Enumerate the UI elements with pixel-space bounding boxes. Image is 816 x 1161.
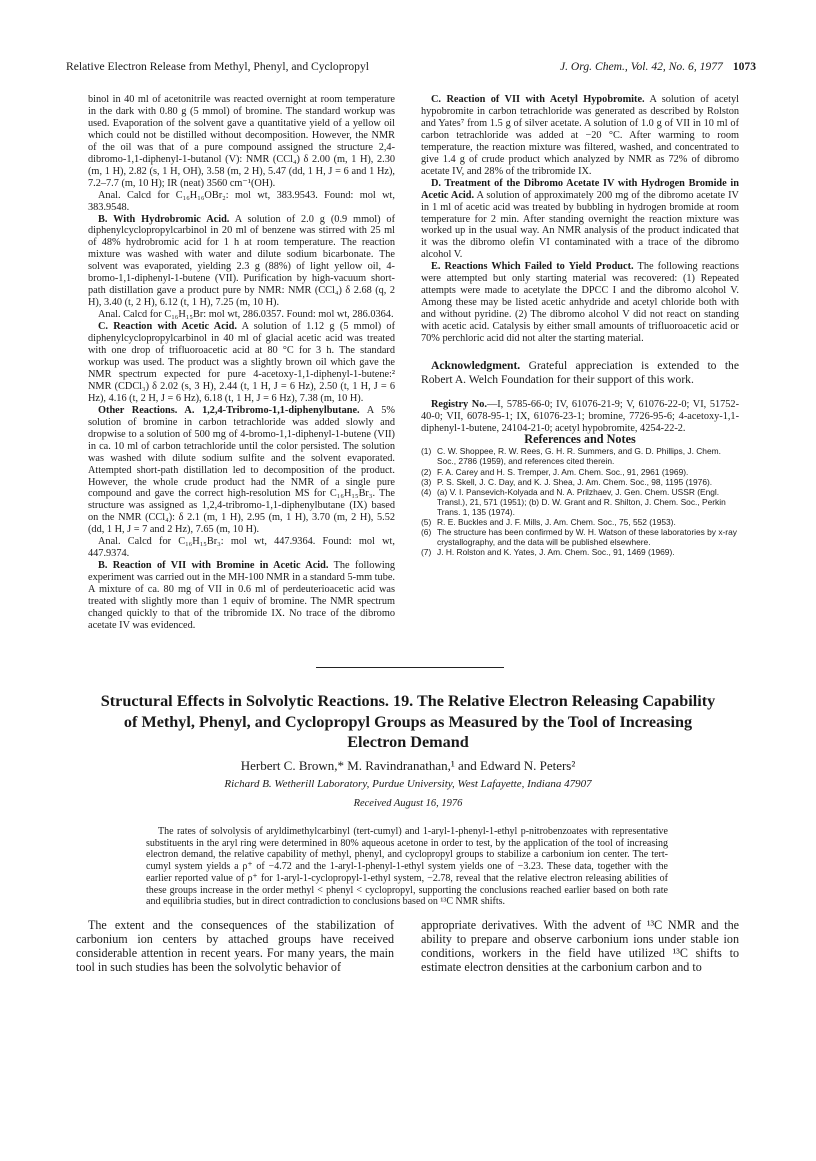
article-title: Structural Effects in Solvolytic Reactions. 19. The Relative Electron Releasing Capability of Methyl, Phenyl, and Cyclopropyl Groups as Measured by the Tool of Increasing Electron Demand: [100, 692, 716, 751]
paragraph-text: A 5% solution of bromine in carbon tetrachloride was added slowly and dropwise to a solution of 500 mg of 4-bromo-1,1-diphenyl-1-butene (VII) in ca. 10 ml of carbon tetrachloride until the color persisted. The solution was washed with dilute sodium sulfite and the solvent evaporated. Attempted short-path distillation led to decomposition of the product. However, the whole crude product had the NMR of a single pure compound and gave the correct high-resolution MS for C₁₆H₁₅Br₃. The structure was assigned as 1,2,4-tribromo-1,1-diphenylbutane (IX) based on the NMR (CCl₄): δ 2.1 (m, 1 H), 2.95 (m, 1 H), 3.70 (m, 2 H), 5.52 (dd, 1 H, J = 7 and 2 Hz), 7.65 (m, 10 H).: [88, 404, 395, 536]
reference-item: [421, 517, 739, 527]
paragraph-text: A solution of approximately 200 mg of the dibromo acetate IV in 1 ml of acetic acid was treated by bubbling in hydrogen bromide at room temperature for 2 min. After standing overnight the reaction mixture was worked up in the usual way. An NMR analysis of the product indicated that it was the dibromo olefin VI contaminated with a trace of the dibromo alcohol V.: [421, 189, 739, 261]
reference-item: [421, 527, 739, 547]
paragraph: [421, 178, 739, 262]
reference-item: [421, 547, 739, 557]
reference-text: R. E. Buckles and J. F. Mills, J. Am. Chem. Soc., 75, 552 (1953).: [437, 517, 676, 528]
left-column: [88, 94, 395, 632]
abstract: The rates of solvolysis of aryldimethylcarbinyl (tert-cumyl) and 1-aryl-1-phenyl-1-ethyl p-nitrobenzoates with representative substituents in the aryl ring were determined in 80% aqueous acetone in order to test, by the application of the tool of increasing electron demand, the relative capability of methyl, phenyl, and cyclopropyl groups to stabilize a carbonium ion center. The tert-cumyl system yields a ρ⁺ of −4.72 and the 1-aryl-1-phenyl-1-ethyl system yields one of −3.23. These data, together with the earlier reported value of ρ⁺ for 1-aryl-1-cyclopropyl-1-ethyl system, −2.78, reveal that the relative electron releasing abilities of these groups increase in the order methyl < phenyl < cyclopropyl, supporting the conclusions reached earlier based on both rate and equilibria studies, but in direct contradiction to conclusions based on ¹³C NMR shifts.: [146, 826, 668, 908]
reference-number: (3): [421, 476, 432, 487]
paragraph: [88, 560, 395, 632]
acknowledgment-heading: Acknowledgment.: [431, 359, 521, 373]
page-number: 1073: [732, 60, 756, 73]
paragraph: binol in 40 ml of acetonitrile was reacted overnight at room temperature in the dark with 0.80 g (5 mmol) of bromine. The standard workup was used. Evaporation of the solvent gave a quantitative yield of a yellow oil which could not be distilled without decomposition. However, the NMR of the oil was that of a pure compound assigned the structure 2,4-dibromo-1,1-diphenyl-1-butanol (V): NMR (CCl₄) δ 2.00 (m, 1 H), 2.30 (m, 1 H), 2.82 (s, 1 H, OH), 3.58 (m, 2 H), 5.47 (dd, 1 H, J = 6 and 1 Hz), 7.2–7.7 (m, 10 H); IR (neat) 3560 cm⁻¹(OH).: [88, 94, 395, 189]
reference-number: (6): [421, 527, 432, 538]
section-heading: B. With Hydrobromic Acid.: [98, 213, 230, 225]
reference-text: The structure has been confirmed by W. H. Watson of these laboratories by x-ray crystallography, and the data will be published elsewhere.: [437, 527, 737, 548]
reference-item: [421, 477, 739, 487]
section-heading: C. Reaction with Acetic Acid.: [98, 321, 237, 333]
reference-text: P. S. Skell, J. C. Day, and K. J. Shea, J. Am. Chem. Soc., 98, 1195 (1976).: [437, 476, 713, 487]
registry-numbers: [421, 399, 739, 434]
reference-list: [421, 446, 739, 557]
section-heading: C. Reaction of VII with Acetyl Hypobromite.: [431, 94, 645, 105]
reference-text: F. A. Carey and H. S. Tremper, J. Am. Chem. Soc., 91, 2961 (1969).: [437, 466, 689, 477]
section-divider: [316, 667, 504, 668]
paragraph: [88, 405, 395, 536]
reference-item: [421, 467, 739, 477]
paragraph-text: The following experiment was carried out in the MH-100 NMR in a standard 5-mm tube. A mixture of ca. 80 mg of VII in 0.6 ml of perdeuterioacetic acid was treated with slightly more than 1 equiv of bromine. The NMR spectrum changed quickly to that of the tribromide IX. No trace of the dibromo acetate IV was evidenced.: [88, 560, 395, 631]
paragraph: [88, 321, 395, 405]
registry-heading: Registry No.: [431, 399, 487, 411]
reference-text: J. H. Rolston and K. Yates, J. Am. Chem. Soc., 91, 1469 (1969).: [437, 547, 675, 558]
references-title: References and Notes: [524, 432, 636, 447]
running-head-title: Relative Electron Release from Methyl, Phenyl, and Cyclopropyl: [66, 60, 369, 73]
intro-paragraph-right: appropriate derivatives. With the advent of ¹³C NMR and the ability to prepare and observe carbonium ions under stable ion conditions, workers in the field have utilized ¹³C shifts to estimate electron densities at the carbonium carbon and to: [421, 918, 739, 975]
paragraph: Anal. Calcd for C₁₆H₁₅Br: mol wt, 286.0357. Found: mol wt, 286.0364.: [98, 309, 394, 321]
running-head-right: [560, 60, 756, 73]
reference-text: C. W. Shoppee, R. W. Rees, G. H. R. Summers, and G. D. Phillips, J. Chem. Soc., 2786 (1959), and references cited therein.: [437, 446, 721, 467]
reference-number: (7): [421, 547, 432, 558]
reference-item: [421, 446, 739, 466]
section-heading: Other Reactions. A. 1,2,4-Tribromo-1,1-diphenylbutane.: [98, 404, 360, 416]
reference-number: (2): [421, 466, 432, 477]
reference-text: (a) V. I. Pansevich-Kolyada and N. A. Prilzhaev, J. Gen. Chem. USSR (Engl. Transl.), 21, 571 (1951); (b) D. W. Grant and R. Shilton, J. Chem. Soc., Perkin Trans. 1, 135 (1974).: [437, 486, 726, 517]
intro-paragraph-left: The extent and the consequences of the stabilization of carbonium ion centers by attached groups have received considerable attention in recent years. For many years, the main tool in such studies has been the solvolytic behavior of: [76, 918, 394, 975]
reference-number: (5): [421, 517, 432, 528]
paragraph: [88, 214, 395, 310]
section-heading: D. Treatment of the Dibromo Acetate IV with Hydrogen Bromide in Acetic Acid.: [421, 177, 739, 201]
article-authors: Herbert C. Brown,* M. Ravindranathan,¹ and Edward N. Peters²: [240, 758, 576, 773]
running-head: [66, 60, 756, 76]
reference-number: (4): [421, 486, 432, 497]
paragraph-text: A solution of acetyl hypobromite in carbon tetrachloride was generated as described by Rolston and Yates⁷ from 1.5 g of silver acetate. A solution of 1.0 g of VII in 10 ml of carbon tetrachloride was added at −20 °C. After warming to room temperature, the reaction mixture was filtered, washed, and concentrated to give 1.4 g of crude product which analyzed by NMR as 72% of dibromo acetate IV, and 28% of the tribromide IX.: [421, 94, 739, 177]
acknowledgment-text: Grateful appreciation is extended to the Robert A. Welch Foundation for their support of this work.: [421, 359, 739, 387]
author-affiliation: Richard B. Wetherill Laboratory, Purdue University, West Lafayette, Indiana 47907: [224, 778, 592, 790]
paragraph-text: A solution of 2.0 g (0.9 mmol) of diphenylcyclopropylcarbinol in 20 ml of benzene was stirred with 25 ml of 48% hydrobromic acid for 1 h at room temperature. The reaction mixture was washed with water and dilute sodium bicarbonate. The solvent was evaporated, yielding 2.3 g (88%) of light yellow oil, 4-bromo-1,1-diphenyl-1-butene (VII). Purification by high-vacuum short-path distillation gave a product pure by NMR: NMR (CCl₄) δ 2.68 (q, 2 H), 3.40 (t, 2 H), 6.12 (t, 1 H), 7.25 (m, 10 H).: [88, 213, 395, 309]
section-heading: B. Reaction of VII with Bromine in Acetic Acid.: [98, 560, 329, 572]
reference-number: (1): [421, 446, 432, 457]
paragraph: [421, 94, 739, 178]
right-column: [421, 94, 739, 557]
reference-item: [421, 487, 739, 517]
journal-citation: J. Org. Chem., Vol. 42, No. 6, 1977: [559, 60, 723, 73]
paragraph-text: A solution of 1.12 g (5 mmol) of diphenylcyclopropylcarbinol in 40 ml of glacial acetic acid was treated with one drop of trifluoroacetic acid at 80 °C for 3 h. The standard workup was used. The product was a slightly brown oil which gave the NMR spectrum expected for pure 4-acetoxy-1,1-diphenyl-1-butene:² NMR (CDCl₃) δ 2.02 (s, 3 H), 2.44 (t, 1 H, J = 6 Hz), 2.50 (t, 1 H, J = 6 Hz), 4.16 (t, 2 H, J = 6 Hz), 6.18 (t, 1 H, J = 6 Hz), 7.38 (m, 10 H).: [88, 321, 395, 404]
registry-text: —I, 5785-66-0; IV, 61076-21-9; V, 61076-22-0; VI, 51752-40-0; VII, 6078-95-1; IX, 61076-23-1; bromine, 7726-95-6; 4-acetoxy-1,1-diphenyl-1-butene, 24104-21-0; acetyl hypobromite, 4254-22-2.: [421, 399, 739, 434]
acknowledgment: [421, 359, 739, 387]
paragraph: Anal. Calcd for C₁₆H₁₆OBr₂: mol wt, 383.9543. Found: mol wt, 383.9548.: [88, 189, 395, 213]
section-heading: E. Reactions Which Failed to Yield Product.: [431, 261, 634, 273]
paragraph: Anal. Calcd for C₁₆H₁₅Br₃: mol wt, 447.9364. Found: mol wt, 447.9374.: [88, 536, 395, 560]
paragraph-text: The following reactions were attempted but only starting material was recovered: (1) Repeated attempts were made to acetylate the DPCC I and the dibromo alcohol V. Among these may be listed acetic anhydride and acetyl chloride both with and without pyridine. (2) The dibromo alcohol V did not react on standing with acetic acid. Catalysis by either small amounts of trifluoroacetic acid or 70% perchloric acid did not alter the starting material.: [421, 261, 739, 345]
paragraph: [421, 261, 739, 345]
received-date: Received August 16, 1976: [353, 798, 463, 809]
